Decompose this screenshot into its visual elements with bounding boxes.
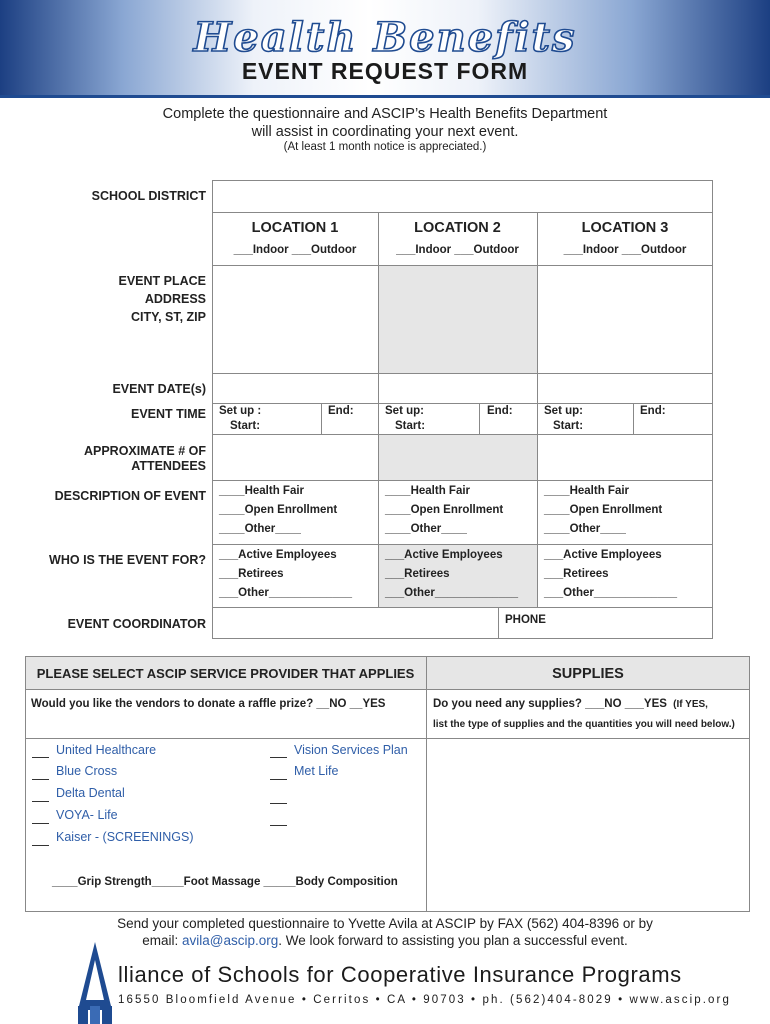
health-benefits-title: Health Benefits	[193, 14, 577, 61]
header-rule	[0, 95, 770, 98]
location-2-who-2[interactable]: ___Retirees	[385, 568, 450, 580]
location-1-desc-1[interactable]: ____Health Fair	[219, 485, 305, 497]
vendor-met-life: Met Life	[294, 764, 339, 778]
location-3-who-1[interactable]: ___Active Employees	[544, 549, 662, 561]
location-1-title: LOCATION 1	[251, 220, 339, 236]
location-3-desc-2[interactable]: ____Open Enrollment	[544, 504, 663, 516]
grid-vline-1	[378, 212, 379, 608]
location-3-desc-1[interactable]: ____Health Fair	[544, 485, 630, 497]
supplies-heading: SUPPLIES	[552, 666, 624, 682]
location-2-start: Start:	[395, 420, 426, 432]
location-3-who-2[interactable]: ___Retirees	[544, 568, 609, 580]
vendor-blank-1[interactable]	[32, 757, 49, 758]
footer-email-prefix: email:	[142, 933, 183, 948]
label-who: WHO IS THE EVENT FOR?	[49, 553, 206, 567]
label-approx-1: APPROXIMATE # OF	[83, 444, 206, 458]
org-name: lliance of Schools for Cooperative Insurance Programs	[118, 962, 682, 987]
coordinator-input[interactable]	[212, 607, 713, 639]
location-3-who-3[interactable]: ___Other_____________	[544, 587, 678, 599]
location-1-setup: Set up :	[219, 405, 262, 417]
location-2-desc-3[interactable]: ____Other____	[385, 523, 467, 535]
label-city: CITY, ST, ZIP	[130, 310, 206, 324]
section-question-line	[25, 738, 750, 739]
vendor-united-healthcare: United Healthcare	[56, 743, 157, 757]
location-1-who-2[interactable]: ___Retirees	[219, 568, 284, 580]
grid-hline-dates	[212, 373, 713, 374]
label-school-district: SCHOOL DISTRICT	[91, 189, 206, 203]
vendor-blank-3[interactable]	[32, 801, 49, 802]
footer-email-suffix: . We look forward to assisting you plan a successful event.	[278, 933, 628, 948]
location-2-title: LOCATION 2	[414, 220, 501, 236]
vendor-blank-8[interactable]	[270, 803, 287, 804]
label-description: DESCRIPTION OF EVENT	[54, 489, 206, 503]
form-title: EVENT REQUEST FORM	[241, 58, 529, 84]
footer-email-link[interactable]: avila@ascip.org	[182, 933, 279, 948]
grid-hline-time	[212, 403, 713, 404]
location-1-who-1[interactable]: ___Active Employees	[219, 549, 337, 561]
label-approx-2: ATTENDEES	[131, 459, 206, 473]
vendor-kaiser: Kaiser - (SCREENINGS)	[56, 830, 194, 844]
location-1-desc-3[interactable]: ____Other____	[219, 523, 301, 535]
time-divider-3	[633, 403, 634, 435]
location-2-who-3[interactable]: ___Other_____________	[385, 587, 519, 599]
school-district-input[interactable]	[212, 180, 713, 213]
vendor-blank-7[interactable]	[270, 779, 287, 780]
provider-supplies-box	[25, 656, 750, 912]
location-3-desc-3[interactable]: ____Other____	[544, 523, 626, 535]
org-address: 16550 Bloomfield Avenue • Cerritos • CA • 90703 • ph. (562)404-8029 • www.ascip.org	[118, 994, 731, 1006]
intro-line-2: will assist in coordinating your next event.	[251, 124, 519, 140]
section-center-line	[426, 656, 427, 912]
label-event-time: EVENT TIME	[130, 407, 206, 421]
vendor-voya-life: VOYA- Life	[56, 808, 118, 822]
label-coordinator: EVENT COORDINATOR	[67, 617, 206, 631]
location-1-desc-2[interactable]: ____Open Enrollment	[219, 504, 338, 516]
vendor-vision-services-plan: Vision Services Plan	[294, 743, 408, 757]
location-2-desc-1[interactable]: ____Health Fair	[385, 485, 471, 497]
grid-hline-place	[212, 265, 713, 266]
vendor-blank-9[interactable]	[270, 825, 287, 826]
vendor-blue-cross: Blue Cross	[56, 764, 118, 778]
label-event-dates: EVENT DATE(s)	[112, 382, 206, 396]
raffle-question[interactable]: Would you like the vendors to donate a raffle prize? __NO __YES	[31, 698, 386, 710]
ascip-logo-pencils-icon	[72, 940, 118, 1024]
grid-hline-attendees	[212, 434, 713, 435]
intro-line-3: (At least 1 month notice is appreciated.)	[283, 141, 487, 153]
grid-vline-2	[537, 212, 538, 608]
vendor-blank-2[interactable]	[32, 779, 49, 780]
intro-line-1: Complete the questionnaire and ASCIP’s Health Benefits Department	[162, 106, 608, 122]
location-1-start: Start:	[230, 420, 261, 432]
location-2-indoor-outdoor[interactable]: ___Indoor ___Outdoor	[396, 244, 519, 256]
vendor-blank-5[interactable]	[32, 845, 49, 846]
coordinator-divider	[498, 607, 499, 639]
vendor-blank-4[interactable]	[32, 823, 49, 824]
label-address: ADDRESS	[144, 292, 206, 306]
phone-label: PHONE	[505, 614, 546, 626]
vendor-blank-6[interactable]	[270, 757, 287, 758]
label-event-place: EVENT PLACE	[118, 274, 206, 288]
location-2-end: End:	[487, 405, 513, 417]
location-2-who-1[interactable]: ___Active Employees	[385, 549, 503, 561]
grid-hline-desc	[212, 480, 713, 481]
location-3-start: Start:	[553, 420, 584, 432]
supplies-question-note: (If YES,	[673, 699, 708, 710]
location-1-indoor-outdoor[interactable]: ___Indoor ___Outdoor	[233, 244, 357, 256]
location-3-indoor-outdoor[interactable]: ___Indoor ___Outdoor	[563, 244, 687, 256]
location-2-setup: Set up:	[385, 405, 424, 417]
location-1-end: End:	[328, 405, 354, 417]
location-3-title: LOCATION 3	[581, 220, 669, 236]
footer-line-1: Send your completed questionnaire to Yvette Avila at ASCIP by FAX (562) 404-8396 or by	[117, 916, 653, 931]
providers-heading: PLEASE SELECT ASCIP SERVICE PROVIDER THAT APPLIES	[36, 666, 415, 681]
location-3-end: End:	[640, 405, 666, 417]
location-2-desc-2[interactable]: ____Open Enrollment	[385, 504, 504, 516]
time-divider-2	[479, 403, 480, 435]
screenings-options[interactable]: ____Grip Strength_____Foot Massage _____Body Composition	[52, 876, 398, 888]
supplies-question-text: Do you need any supplies? ___NO ___YES	[433, 698, 667, 710]
location-3-setup: Set up:	[544, 405, 583, 417]
location-1-who-3[interactable]: ___Other_____________	[219, 587, 353, 599]
time-divider-1	[321, 403, 322, 435]
vendor-delta-dental: Delta Dental	[56, 786, 125, 800]
section-header-line	[25, 689, 750, 690]
supplies-question-line2: list the type of supplies and the quantities you will need below.)	[433, 719, 735, 730]
supplies-question[interactable]	[433, 698, 708, 710]
grid-hline-who	[212, 544, 713, 545]
